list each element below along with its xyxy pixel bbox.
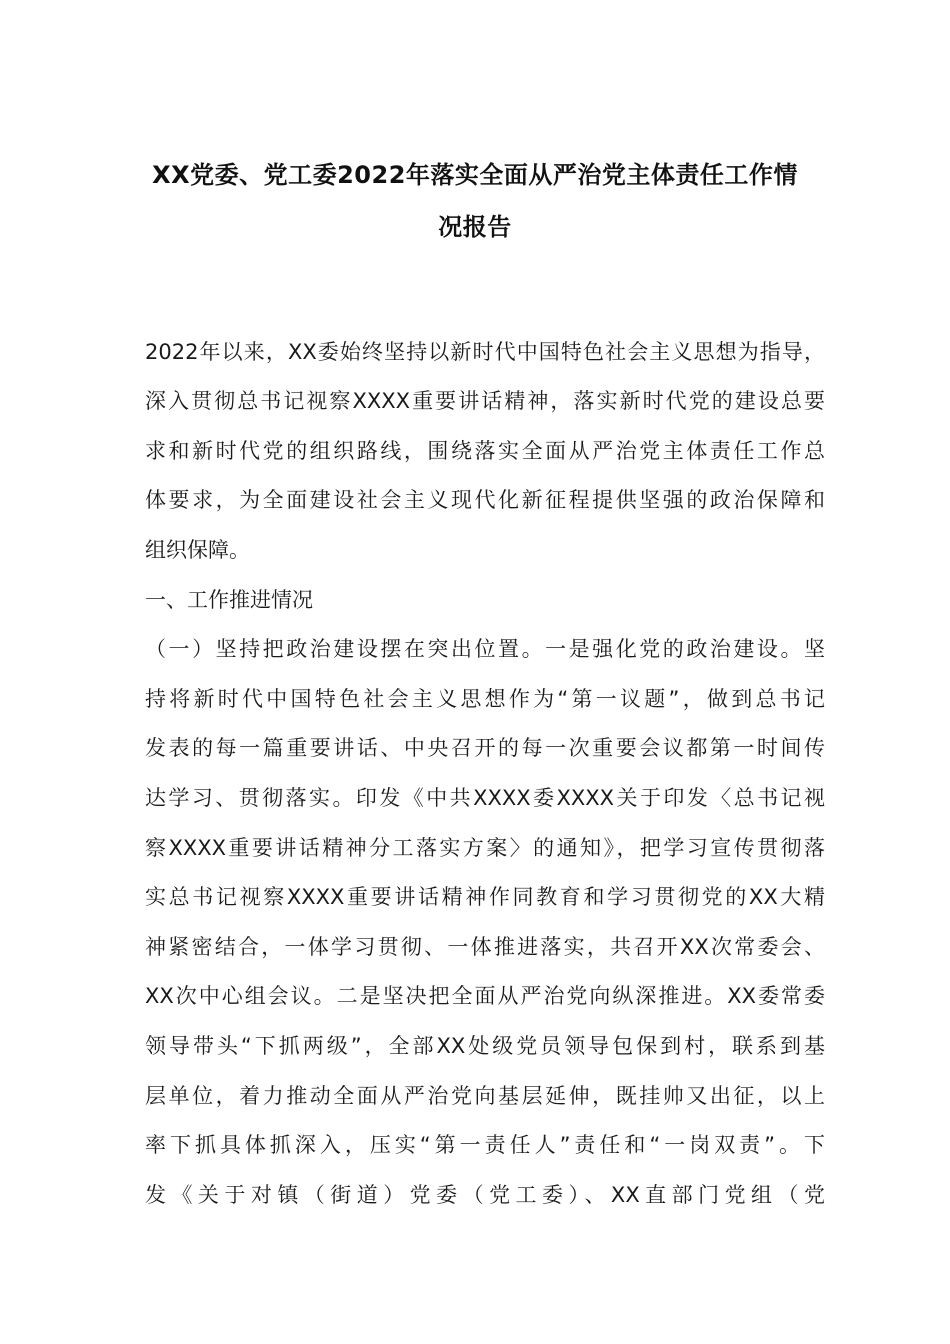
body-line-9: 发表的每一篇重要讲话、中央召开的每一次重要会议都第一时间传 (145, 736, 825, 760)
body-line-7: （一）坚持把政治建设摆在突出位置。一是强化党的政治建设。坚 (145, 637, 825, 661)
body-line-1: 2022年以来，XX委始终坚持以新时代中国特色社会主义思想为指导， (145, 340, 825, 364)
body-line-8: 持将新时代中国特色社会主义思想作为“第一议题”，做到总书记 (145, 687, 825, 711)
document-title-line-2: 况报告 (438, 213, 512, 241)
body-line-16: 层单位，着力推动全面从严治党向基层延伸，既挂帅又出征，以上 (145, 1084, 825, 1108)
body-line-17: 率下抓具体抓深入，压实“第一责任人”责任和“一岗双责”。下 (145, 1133, 825, 1157)
body-line-15: 领导带头“下抓两级”，全部XX处级党员领导包保到村，联系到基 (145, 1034, 825, 1058)
body-line-4: 体要求，为全面建设社会主义现代化新征程提供坚强的政治保障和 (145, 488, 825, 512)
body-line-10: 达学习、贯彻落实。印发《中共XXXX委XXXX关于印发〈总书记视 (145, 786, 825, 810)
body-line-13: 神紧密结合，一体学习贯彻、一体推进落实，共召开XX次常委会、 (145, 935, 825, 959)
document-title-line-1: XX党委、党工委2022年落实全面从严治党主体责任工作情 (152, 161, 798, 189)
body-line-14: XX次中心组会议。二是坚决把全面从严治党向纵深推进。XX委常委 (145, 984, 825, 1008)
body-line-11: 察XXXX重要讲话精神分工落实方案〉的通知》，把学习宣传贯彻落 (145, 836, 825, 860)
section-heading-1: 一、工作推进情况 (145, 588, 313, 612)
body-line-2: 深入贯彻总书记视察XXXX重要讲话精神，落实新时代党的建设总要 (145, 389, 825, 413)
body-line-18: 发《关于对镇（街道）党委（党工委）、XX直部门党组（党 (145, 1183, 825, 1207)
body-line-5: 组织保障。 (145, 538, 250, 562)
body-line-3: 求和新时代党的组织路线，围绕落实全面从严治党主体责任工作总 (145, 439, 825, 463)
body-line-12: 实总书记视察XXXX重要讲话精神作同教育和学习贯彻党的XX大精 (145, 885, 825, 909)
